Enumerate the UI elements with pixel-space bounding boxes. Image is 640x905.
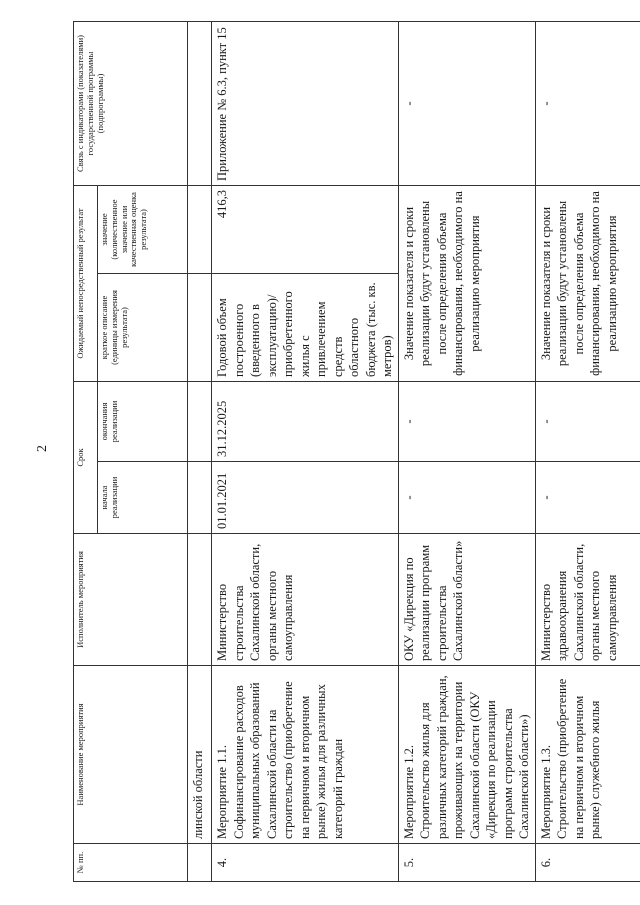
row-name: Мероприятие 1.2. Строительство жилья для различных категорий граждан, проживающих на территории Сахалинской области (ОКУ «Дирекция по реализации программ строительства Сахалинской области») [398, 666, 535, 844]
header-num: № пп. [74, 844, 188, 882]
row-value: 416,3 [212, 186, 399, 274]
row-name: Мероприятие 1.3. Строительство (приобретение на первичном и вторичном рынке) служебного жилья [535, 666, 640, 844]
page-number: 2 [35, 445, 50, 452]
header-name: Наименование мероприятия [74, 666, 188, 844]
activities-table [73, 21, 640, 882]
table-row [212, 22, 399, 882]
row-merged-result: Значение показателя и сроки реализации будут установлены после определения объема финансирования, необходимого на реализацию мероприятия [535, 186, 640, 382]
row-end: - [398, 382, 535, 462]
table-row [188, 22, 212, 882]
row-start: - [398, 462, 535, 534]
row-start: 01.01.2021 [212, 462, 399, 534]
rotated-table-wrapper [73, 22, 619, 882]
row-merged-result: Значение показателя и сроки реализации будут установлены после определения объема финансирования, необходимого на реализацию мероприятия [398, 186, 535, 382]
row-end: 31.12.2025 [212, 382, 399, 462]
row-start: - [535, 462, 640, 534]
row-link: - [398, 22, 535, 186]
table-row [398, 22, 535, 882]
row-link: Приложение № 6.3, пункт 15 [212, 22, 399, 186]
header-result: Ожидаемый непосредственный результат [74, 186, 98, 382]
continuation-cell: линской области [188, 666, 212, 844]
row-num: 4. [212, 844, 399, 882]
table-row [535, 22, 640, 882]
row-name: Мероприятие 1.1. Софинансирование расходов муниципальных образований Сахалинской области на строительство (приобретение на первичном и вторичном рынке) жилья для различных категорий граждан [212, 666, 399, 844]
row-executor: Министерство здравоохранения Сахалинской области, органы местного самоуправления [535, 534, 640, 666]
row-num: 5. [398, 844, 535, 882]
header-result-desc: краткое описание (единицы измерения результата) [98, 274, 188, 382]
header-term-start: начала реализации [98, 462, 188, 534]
header-link: Связь с индикаторами (показателями) государственной программы (подпрограммы) [74, 22, 188, 186]
row-executor: ОКУ «Дирекция по реализации программ строительства Сахалинской области» [398, 534, 535, 666]
header-term-end: окончания реализации [98, 382, 188, 462]
header-term: Срок [74, 382, 98, 534]
header-result-value: значение (количественное значение или качественная оценка результата) [98, 186, 188, 274]
row-end: - [535, 382, 640, 462]
row-executor: Министерство строительства Сахалинской области, органы местного самоуправления [212, 534, 399, 666]
row-num: 6. [535, 844, 640, 882]
row-link: - [535, 22, 640, 186]
row-desc: Годовой объем построенного (введенного в эксплуатацию)/ приобретенного жилья с привлечением средств областного бюджета (тыс. кв. метров) [212, 274, 399, 382]
header-executor: Исполнитель мероприятия [74, 534, 188, 666]
